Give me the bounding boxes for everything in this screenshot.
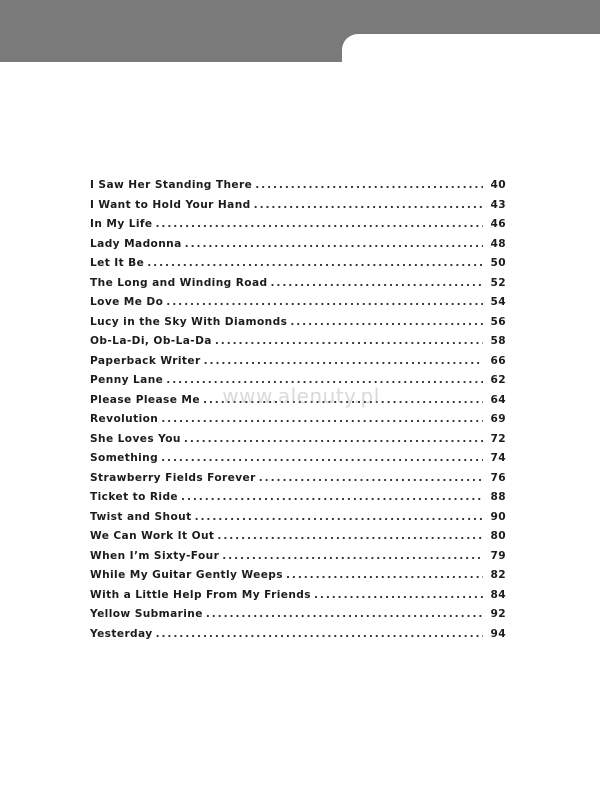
toc-entry-title: I Saw Her Standing There	[90, 179, 253, 191]
toc-entry	[90, 332, 506, 352]
toc-dot-leader	[161, 449, 483, 469]
toc-entry-page: 43	[490, 198, 506, 211]
toc-entry	[90, 430, 506, 450]
toc-entry	[90, 586, 506, 606]
toc-entry-page: 64	[490, 393, 506, 406]
toc-entry-title: The Long and Winding Road	[90, 276, 268, 289]
toc-entry-title: Lucy in the Sky With Diamonds	[90, 315, 288, 328]
toc-entry-page: 94	[490, 627, 506, 640]
toc-dot-leader	[181, 488, 483, 508]
toc-entry-title: With a Little Help From My Friends	[90, 588, 311, 601]
toc-entry-title: Yellow Submarine	[90, 608, 203, 620]
toc-entry-page: 72	[490, 432, 506, 445]
toc-entry-page: 79	[490, 549, 506, 562]
toc-entry	[90, 488, 506, 508]
toc-entry-page: 76	[490, 471, 506, 484]
toc-entry	[90, 547, 506, 567]
toc-entry-title: Penny Lane	[90, 374, 164, 386]
toc-entry	[90, 313, 506, 333]
toc-entry-title: Please Please Me	[90, 393, 200, 406]
toc-entry-title: Lady Madonna	[90, 237, 182, 250]
toc-entry-page: 80	[490, 530, 506, 542]
toc-dot-leader	[156, 625, 483, 645]
toc-entry	[90, 605, 506, 625]
toc-entry-page: 92	[490, 608, 506, 620]
toc-dot-leader	[286, 566, 483, 586]
toc-entry-title: Let It Be	[90, 257, 145, 269]
toc-entry	[90, 215, 506, 235]
toc-entry-title: Strawberry Fields Forever	[90, 471, 256, 484]
toc-entry-title: In My Life	[90, 218, 153, 230]
toc-dot-leader	[271, 274, 484, 294]
toc-dot-leader	[259, 469, 483, 489]
header-tab-shape	[342, 34, 600, 64]
toc-entry	[90, 508, 506, 528]
toc-entry-page: 74	[490, 452, 506, 464]
toc-entry	[90, 352, 506, 372]
toc-entry-page: 66	[490, 354, 506, 367]
toc-entry-page: 82	[490, 569, 506, 581]
toc-entry-page: 50	[490, 257, 506, 269]
toc-dot-leader	[255, 176, 483, 196]
toc-entry	[90, 176, 506, 196]
toc-entry	[90, 469, 506, 489]
toc-dot-leader	[147, 254, 483, 274]
toc-entry	[90, 566, 506, 586]
toc-dot-leader	[254, 196, 483, 216]
toc-entry-page: 52	[490, 276, 506, 289]
toc-entry-title: Yesterday	[90, 627, 153, 640]
toc-entry-title: Revolution	[90, 413, 159, 425]
toc-entry-title: Something	[90, 452, 159, 464]
toc-dot-leader	[222, 547, 483, 567]
toc-entry-page: 58	[490, 335, 506, 347]
toc-entry-title: Ob-La-Di, Ob-La-Da	[90, 335, 212, 347]
watermark-text: www.alenuty.pl	[222, 384, 380, 408]
toc-entry-page: 84	[490, 588, 506, 601]
toc-entry-title: Paperback Writer	[90, 354, 201, 367]
toc-entry-title: While My Guitar Gently Weeps	[90, 569, 283, 581]
toc-dot-leader	[195, 508, 483, 528]
toc-dot-leader	[215, 332, 483, 352]
toc-entry-page: 56	[490, 315, 506, 328]
toc-dot-leader	[217, 527, 483, 547]
toc-dot-leader	[314, 586, 483, 606]
toc-entry	[90, 449, 506, 469]
toc-entry-title: I Want to Hold Your Hand	[90, 198, 251, 211]
toc-entry	[90, 527, 506, 547]
toc-dot-leader	[185, 235, 483, 255]
toc-dot-leader	[204, 352, 483, 372]
toc-entry-page: 54	[490, 296, 506, 308]
toc-entry	[90, 625, 506, 645]
toc-entry-title: Twist and Shout	[90, 510, 192, 523]
toc-entry-title: We Can Work It Out	[90, 530, 215, 542]
toc-entry	[90, 254, 506, 274]
toc-entry	[90, 293, 506, 313]
toc-dot-leader	[161, 410, 483, 430]
toc-dot-leader	[184, 430, 483, 450]
toc-entry-page: 69	[490, 413, 506, 425]
toc-dot-leader	[290, 313, 483, 333]
toc-entry-title: She Loves You	[90, 432, 181, 445]
table-of-contents	[90, 176, 506, 644]
toc-entry-page: 40	[490, 179, 506, 191]
toc-entry-page: 62	[490, 374, 506, 386]
toc-dot-leader	[166, 293, 483, 313]
toc-dot-leader	[206, 605, 483, 625]
toc-entry	[90, 410, 506, 430]
toc-entry-title: Ticket to Ride	[90, 491, 179, 503]
toc-entry	[90, 274, 506, 294]
toc-entry	[90, 235, 506, 255]
toc-entry-page: 48	[490, 237, 506, 250]
toc-entry-page: 46	[490, 218, 506, 230]
toc-entry-page: 88	[490, 491, 506, 503]
toc-entry	[90, 196, 506, 216]
toc-entry-title: Love Me Do	[90, 296, 164, 308]
toc-dot-leader	[155, 215, 483, 235]
toc-entry-title: When I’m Sixty-Four	[90, 549, 220, 562]
toc-entry-page: 90	[490, 510, 506, 523]
